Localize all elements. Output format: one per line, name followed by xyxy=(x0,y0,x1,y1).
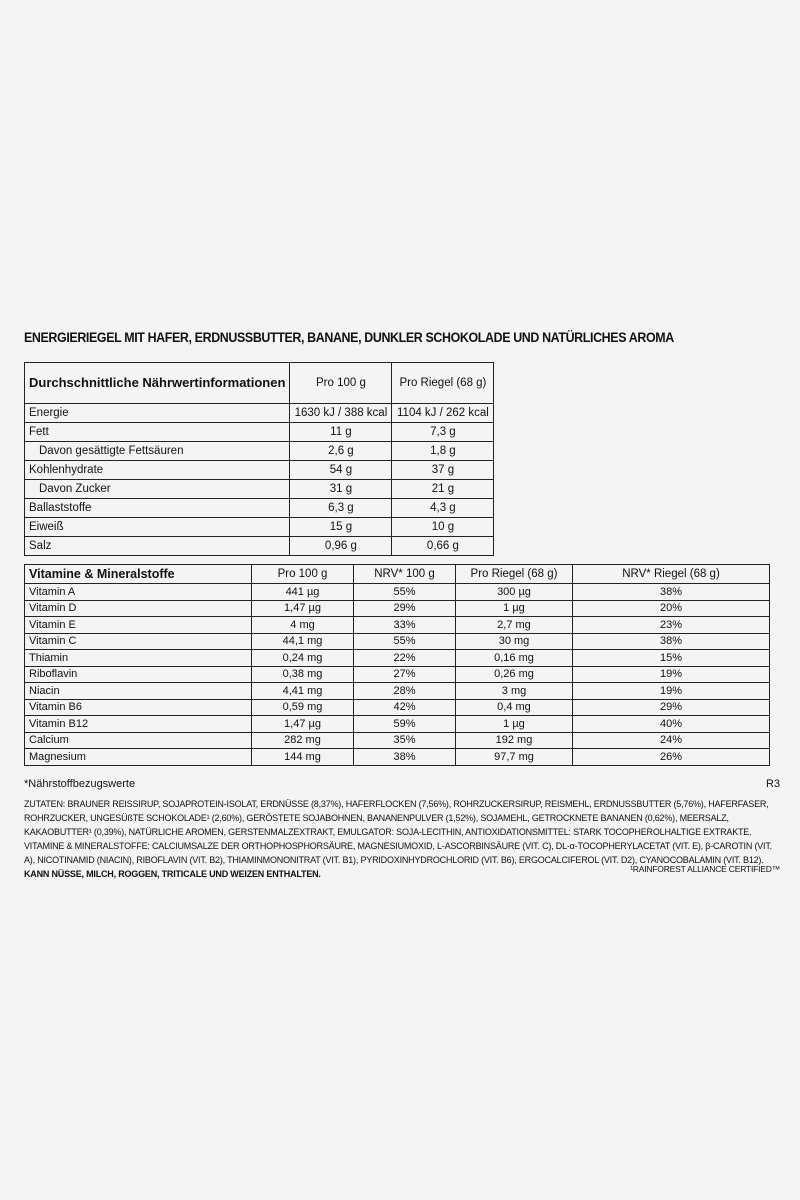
vitamins-row xyxy=(25,749,770,766)
vitamins-row-nrv100: 55% xyxy=(354,584,456,601)
vitamins-row xyxy=(25,650,770,667)
nutrition-row xyxy=(25,404,494,423)
vitamins-row-label: Vitamin B12 xyxy=(25,716,252,733)
vitamins-row-nrv100: 38% xyxy=(354,749,456,766)
nutrition-table xyxy=(24,362,494,556)
vitamins-row-label: Vitamin A xyxy=(25,584,252,601)
vitamins-row xyxy=(25,617,770,634)
nutrition-row xyxy=(25,518,494,537)
vitamins-row-per100: 4 mg xyxy=(252,617,354,634)
vitamins-row xyxy=(25,666,770,683)
vitamins-row-nrv100: 33% xyxy=(354,617,456,634)
vitamins-row-label: Magnesium xyxy=(25,749,252,766)
nutrition-row-per-bar: 10 g xyxy=(392,518,494,537)
nutrition-row-label: Kohlenhydrate xyxy=(25,461,290,480)
vitamins-row-nrv-bar: 38% xyxy=(573,584,770,601)
vitamins-row-nrv-bar: 19% xyxy=(573,683,770,700)
vitamins-row-label: Riboflavin xyxy=(25,666,252,683)
vitamins-header-per100: Pro 100 g xyxy=(252,565,354,584)
nutrition-row-label: Ballaststoffe xyxy=(25,499,290,518)
nutrition-row-per-bar: 0,66 g xyxy=(392,537,494,556)
vitamins-row-nrv100: 27% xyxy=(354,666,456,683)
footnote: *Nährstoffbezugswerte xyxy=(24,778,136,790)
vitamins-header-nrv-bar: NRV* Riegel (68 g) xyxy=(573,565,770,584)
vitamins-row-per100: 44,1 mg xyxy=(252,633,354,650)
vitamins-row-nrv-bar: 40% xyxy=(573,716,770,733)
certification-note: ¹RAINFOREST ALLIANCE CERTIFIED™ xyxy=(630,864,780,874)
vitamins-row-nrv100: 22% xyxy=(354,650,456,667)
nutrition-row-label: Salz xyxy=(25,537,290,556)
vitamins-row-label: Vitamin C xyxy=(25,633,252,650)
allergy-note: KANN NÜSSE, MILCH, ROGGEN, TRITICALE UND WEIZEN ENTHALTEN. xyxy=(24,869,321,879)
vitamins-row-per-bar: 0,26 mg xyxy=(456,666,573,683)
vitamins-row-per-bar: 3 mg xyxy=(456,683,573,700)
nutrition-header-label: Durchschnittliche Nährwertinformationen xyxy=(25,363,290,404)
nutrition-row-per-bar: 37 g xyxy=(392,461,494,480)
nutrition-row xyxy=(25,461,494,480)
ingredients-text: ZUTATEN: BRAUNER REISSIRUP, SOJAPROTEIN-ISOLAT, ERDNÜSSE (8,37%), HAFERFLOCKEN (7,56%), ROHRZUCKERSIRUP, REISMEHL, ERDNUSSBUTTER (5,76%), HAFERFASER, ROHRZUCKER, UNGESÜßTE SCHOKOLADE¹ (2,60%), GERÖSTETE SOJABOHNEN, BANANENPULVER (1,52%), SOJAMEHL, GETROCKNETE BANANEN (0,62%), MEERSALZ, KAKAOBUTTER¹ (0,39%), NATÜRLICHE AROMEN, GERSTENMALZEXTRAKT, EMULGATOR: SOJA-LECITHIN, ANTIOXIDATIONSMITTEL: STARK TOCOPHEROLHALTIGE EXTRAKTE. VITAMINE & MINERALSTOFFE: CALCIUMSALZE DER ORTHOPHOSPHORSÄURE, MAGNESIUMOXID, L-ASCORBINSÄURE (VIT. C), DL-α-TOCOPHERYLACETAT (VIT. E), β-CAROTIN (VIT. A), NICOTINAMID (NIACIN), RIBOFLAVIN (VIT. B2), THIAMINMONONITRAT (VIT. B1), PYRIDOXINHYDROCHLORID (VIT. B6), ERGOCALCIFEROL (VIT. D2), CYANOCOBALAMIN (VIT. B12). xyxy=(24,799,772,865)
vitamins-row-per100: 0,59 mg xyxy=(252,699,354,716)
vitamins-row-per100: 441 µg xyxy=(252,584,354,601)
vitamins-row-per-bar: 30 mg xyxy=(456,633,573,650)
vitamins-header-nrv100: NRV* 100 g xyxy=(354,565,456,584)
vitamins-row-nrv-bar: 38% xyxy=(573,633,770,650)
nutrition-row-per100: 2,6 g xyxy=(290,442,392,461)
vitamins-row-nrv-bar: 24% xyxy=(573,732,770,749)
vitamins-row-label: Vitamin D xyxy=(25,600,252,617)
vitamins-row-nrv100: 35% xyxy=(354,732,456,749)
nutrition-row-per100: 1630 kJ / 388 kcal xyxy=(290,404,392,423)
vitamins-row-label: Thiamin xyxy=(25,650,252,667)
vitamins-row-per-bar: 0,4 mg xyxy=(456,699,573,716)
vitamins-row xyxy=(25,699,770,716)
nutrition-row-per-bar: 1104 kJ / 262 kcal xyxy=(392,404,494,423)
nutrition-row-label: Davon Zucker xyxy=(25,480,290,499)
vitamins-header-per-bar: Pro Riegel (68 g) xyxy=(456,565,573,584)
nutrition-header-per100: Pro 100 g xyxy=(290,363,392,404)
vitamins-header-label: Vitamine & Mineralstoffe xyxy=(25,565,252,584)
vitamins-table-body xyxy=(25,584,770,766)
vitamins-row-label: Vitamin E xyxy=(25,617,252,634)
vitamins-row xyxy=(25,584,770,601)
nutrition-row-per-bar: 4,3 g xyxy=(392,499,494,518)
nutrition-table-header xyxy=(25,363,494,404)
nutrition-row xyxy=(25,480,494,499)
vitamins-row-per100: 0,24 mg xyxy=(252,650,354,667)
vitamins-row-per100: 144 mg xyxy=(252,749,354,766)
vitamins-row-nrv100: 29% xyxy=(354,600,456,617)
vitamins-row-nrv100: 55% xyxy=(354,633,456,650)
vitamins-row-per-bar: 192 mg xyxy=(456,732,573,749)
nutrition-row-label: Energie xyxy=(25,404,290,423)
vitamins-row-nrv100: 42% xyxy=(354,699,456,716)
nutrition-row-label: Fett xyxy=(25,423,290,442)
vitamins-row-nrv-bar: 26% xyxy=(573,749,770,766)
nutrition-row-per100: 15 g xyxy=(290,518,392,537)
nutrition-row-label: Davon gesättigte Fettsäuren xyxy=(25,442,290,461)
nutrition-row-per-bar: 1,8 g xyxy=(392,442,494,461)
vitamins-row xyxy=(25,732,770,749)
vitamins-row-per-bar: 1 µg xyxy=(456,600,573,617)
vitamins-row-per-bar: 0,16 mg xyxy=(456,650,573,667)
vitamins-row xyxy=(25,600,770,617)
vitamins-row-per100: 4,41 mg xyxy=(252,683,354,700)
vitamins-row-nrv-bar: 19% xyxy=(573,666,770,683)
vitamins-row-per-bar: 300 µg xyxy=(456,584,573,601)
vitamins-row xyxy=(25,683,770,700)
vitamins-row xyxy=(25,716,770,733)
nutrition-row-per-bar: 21 g xyxy=(392,480,494,499)
vitamins-row-per100: 282 mg xyxy=(252,732,354,749)
product-title: ENERGIERIEGEL MIT HAFER, ERDNUSSBUTTER, BANANE, DUNKLER SCHOKOLADE UND NATÜRLICHES AROMA xyxy=(24,330,674,345)
vitamins-row-per100: 0,38 mg xyxy=(252,666,354,683)
nutrition-row-per100: 11 g xyxy=(290,423,392,442)
vitamins-row-nrv-bar: 29% xyxy=(573,699,770,716)
vitamins-row-per-bar: 97,7 mg xyxy=(456,749,573,766)
nutrition-row-per100: 54 g xyxy=(290,461,392,480)
nutrition-row xyxy=(25,537,494,556)
vitamins-row-nrv100: 28% xyxy=(354,683,456,700)
vitamins-row-per-bar: 2,7 mg xyxy=(456,617,573,634)
vitamins-row xyxy=(25,633,770,650)
vitamins-row-per-bar: 1 µg xyxy=(456,716,573,733)
vitamins-row-nrv100: 59% xyxy=(354,716,456,733)
nutrition-row-per100: 6,3 g xyxy=(290,499,392,518)
vitamins-row-per100: 1,47 µg xyxy=(252,600,354,617)
nutrition-row-per100: 0,96 g xyxy=(290,537,392,556)
vitamins-table xyxy=(24,564,770,766)
nutrition-row xyxy=(25,423,494,442)
nutrition-header-per-bar: Pro Riegel (68 g) xyxy=(392,363,494,404)
nutrition-table-body xyxy=(25,404,494,556)
vitamins-row-per100: 1,47 µg xyxy=(252,716,354,733)
nutrition-row-per-bar: 7,3 g xyxy=(392,423,494,442)
vitamins-row-nrv-bar: 15% xyxy=(573,650,770,667)
nutrition-row xyxy=(25,499,494,518)
nutrition-row-per100: 31 g xyxy=(290,480,392,499)
vitamins-row-label: Vitamin B6 xyxy=(25,699,252,716)
nutrition-row-label: Eiweiß xyxy=(25,518,290,537)
product-code: R3 xyxy=(765,778,780,790)
vitamins-row-label: Niacin xyxy=(25,683,252,700)
vitamins-row-nrv-bar: 23% xyxy=(573,617,770,634)
nutrition-row xyxy=(25,442,494,461)
vitamins-table-header xyxy=(25,565,770,584)
vitamins-row-label: Calcium xyxy=(25,732,252,749)
vitamins-row-nrv-bar: 20% xyxy=(573,600,770,617)
